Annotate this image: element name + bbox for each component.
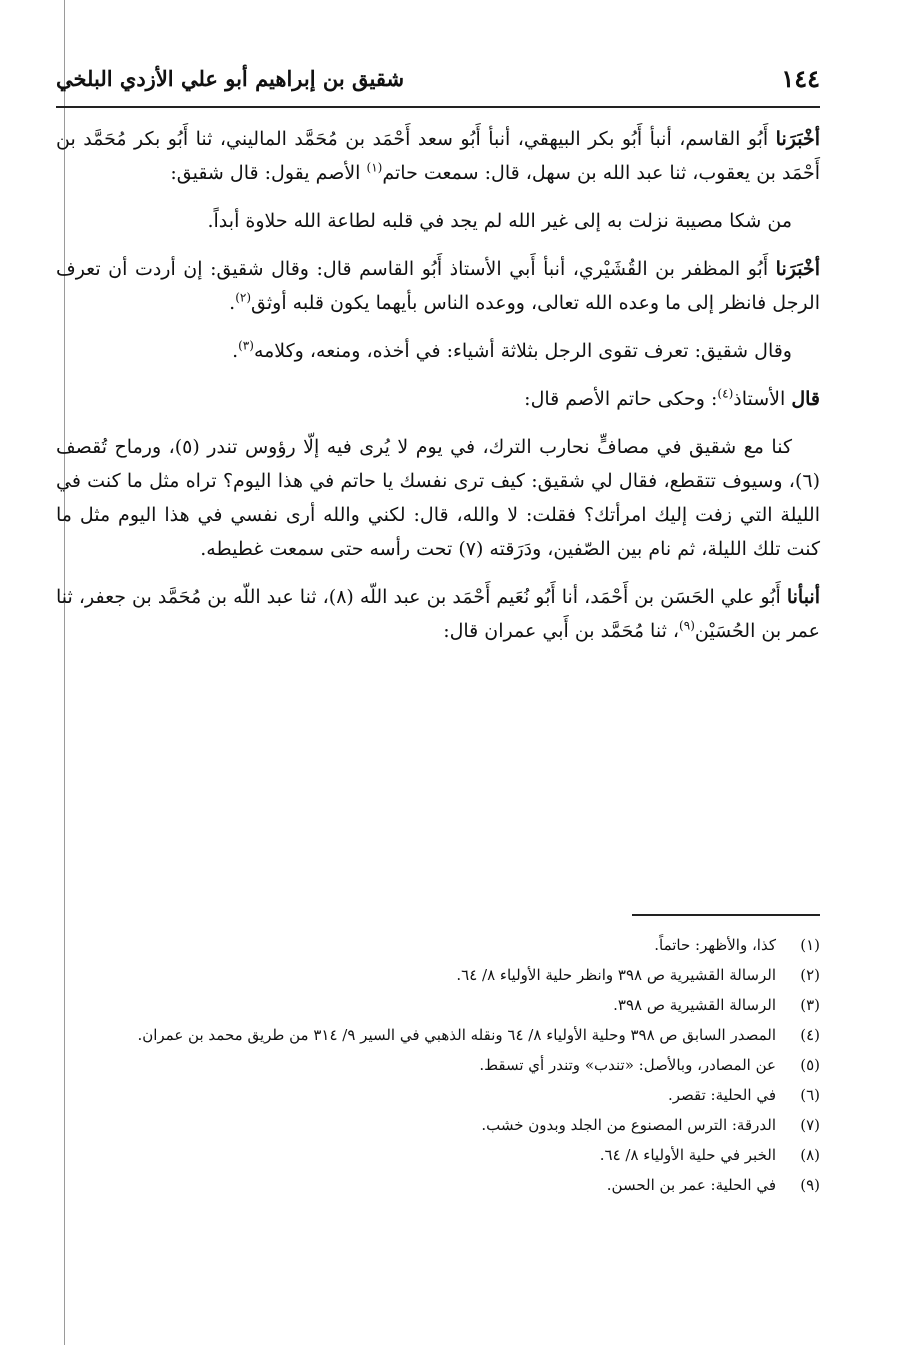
paragraph-lead: قال <box>791 388 820 410</box>
footnote-rule <box>632 914 820 916</box>
footnote-item <box>56 960 820 990</box>
footnote-item <box>56 1020 820 1050</box>
footnote-item <box>56 1080 820 1110</box>
footnotes <box>56 930 820 1200</box>
paragraph-tail: . <box>232 340 239 362</box>
footnote-ref: (١) <box>366 160 383 175</box>
paragraph-text: من شكا مصيبة نزلت به إلى غير الله لم يجد في قلبه لطاعة الله حلاوة أبداً. <box>207 210 792 232</box>
paragraph-text: أَبُو القاسم، أنبأ أَبُو بكر البيهقي، أنبأ أَبُو سعد أَحْمَد بن مُحَمَّد الماليني، ثنا أَبُو بكر مُحَمَّد بن أَحْمَد بن يعقوب، ثنا عبد الله بن سهل، قال: سمعت حاتم <box>56 128 820 184</box>
footnote-number: (٣) <box>800 996 820 1014</box>
footnote-number: (٢) <box>800 966 820 984</box>
footnote-text: كذا، والأظهر: حاتماً. <box>654 936 776 954</box>
footnote-item <box>56 930 820 960</box>
footnote-ref: (٢) <box>235 290 252 305</box>
paragraph-text: وقال شقيق: تعرف تقوى الرجل بثلاثة أشياء: في أخذه، ومنعه، وكلامه <box>253 340 792 362</box>
header-rule <box>56 106 820 108</box>
paragraph-story <box>56 430 820 566</box>
paragraph-tail: ، ثنا مُحَمَّد بن أَبي عمران قال: <box>443 620 680 642</box>
paragraph-lead: أخْبَرَنا <box>775 258 820 280</box>
page-number: ١٤٤ <box>781 63 820 93</box>
paragraph-isnad-1 <box>56 122 820 190</box>
footnote-ref: (٩) <box>679 618 695 633</box>
footnote-text: المصدر السابق ص ٣٩٨ وحلية الأولياء ٨/ ٦٤ ونقله الذهبي في السير ٩/ ٣١٤ من طريق محمد بن عمران. <box>137 1026 776 1044</box>
footnote-item <box>56 990 820 1020</box>
paragraph-lead: أنبأنا <box>786 586 820 608</box>
paragraph-isnad-3 <box>56 580 820 648</box>
paragraph-tail: الأصم يقول: قال شقيق: <box>170 162 367 184</box>
paragraph-tail: : وحكى حاتم الأصم قال: <box>524 388 718 410</box>
footnote-number: (١) <box>800 936 820 954</box>
footnote-text: الدرقة: الترس المصنوع من الجلد وبدون خشب. <box>481 1116 776 1134</box>
paragraph-isnad-2 <box>56 252 820 320</box>
footnote-number: (٨) <box>800 1146 820 1164</box>
footnote-item <box>56 1110 820 1140</box>
footnote-ref: (٤) <box>717 386 734 401</box>
footnote-text: الخبر في حلية الأولياء ٨/ ٦٤. <box>599 1146 776 1164</box>
paragraph-text: كنا مع شقيق في مصافٍّ نحارب الترك، في يوم لا يُرى فيه إلّا رؤوس تندر (٥)، ورماح تُقصف (٦)، وسيوف تتقطع، فقال لي شقيق: كيف ترى نفسك يا حاتم في هذا اليوم؟ تراه مثل ما كنت في الليلة التي زفت إليك امرأتك؟ فقلت: لا والله، قال: لكني والله أرى نفسي في هذا اليوم مثل ما كنت تلك الليلة، ثم نام بين الصّفين، ودَرَقته (٧) تحت رأسه حتى سمعت غطيطه. <box>56 436 820 560</box>
main-text <box>56 122 820 662</box>
footnote-text: الرسالة القشيرية ص ٣٩٨ وانظر حلية الأولياء ٨/ ٦٤. <box>456 966 776 984</box>
paragraph-text: أَبُو المظفر بن القُشَيْري، أنبأ أَبي الأستاذ أَبُو القاسم قال: وقال شقيق: إن أردت أن تعرف الرجل فانظر إلى ما وعده الله تعالى، ووعده الناس بأيهما يكون قلبه أوثق <box>56 258 820 314</box>
paragraph-ustadh <box>56 382 820 416</box>
footnote-text: في الحلية: تقصر. <box>667 1086 776 1104</box>
footnote-number: (٥) <box>800 1056 820 1074</box>
footnote-item <box>56 1140 820 1170</box>
running-title: شقيق بن إبراهيم أبو علي الأزدي البلخي <box>56 65 405 91</box>
footnote-number: (٦) <box>800 1086 820 1104</box>
paragraph-saying-2 <box>56 334 820 368</box>
footnote-number: (٩) <box>800 1176 820 1194</box>
paragraph-tail: . <box>229 292 236 314</box>
paragraph-text: الأستاذ <box>733 388 792 410</box>
footnote-number: (٤) <box>800 1026 820 1044</box>
footnote-text: الرسالة القشيرية ص ٣٩٨. <box>613 996 776 1014</box>
footnote-ref: (٣) <box>238 338 254 353</box>
footnote-item <box>56 1050 820 1080</box>
footnote-text: عن المصادر، وبالأصل: «تندب» وتندر أي تسقط. <box>479 1056 776 1074</box>
page-header <box>56 58 820 98</box>
paragraph-text: أَبُو علي الحَسَن بن أَحْمَد، أنا أَبُو نُعَيم أَحْمَد بن عبد اللّه (٨)، ثنا عبد اللّه بن مُحَمَّد بن جعفر، ثنا عمر بن الحُسَيْن <box>56 586 820 642</box>
paragraph-saying-1 <box>56 204 820 238</box>
footnote-item <box>56 1170 820 1200</box>
footnote-text: في الحلية: عمر بن الحسن. <box>606 1176 776 1194</box>
paragraph-lead: أخْبَرَنا <box>775 128 820 150</box>
footnote-number: (٧) <box>800 1116 820 1134</box>
